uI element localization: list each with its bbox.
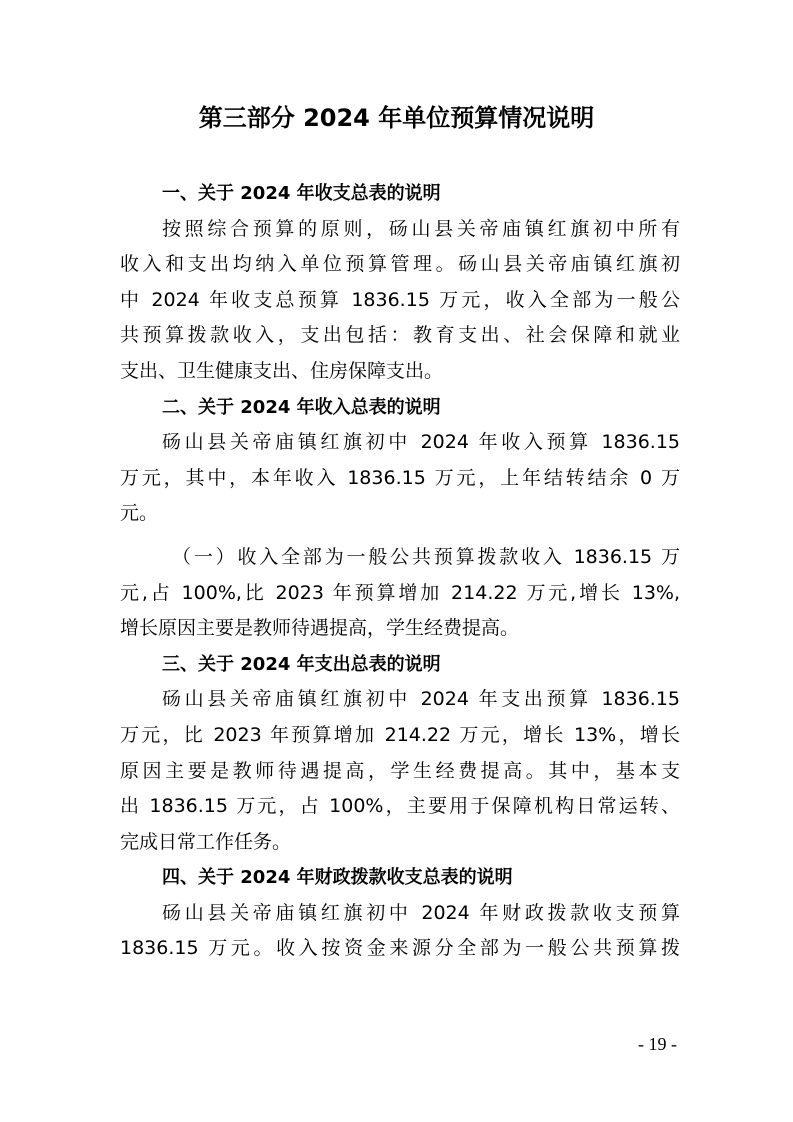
paragraph-line: 元。 <box>120 502 159 525</box>
paragraph-line: 中 2024 年收支总预算 1836.15 万元，收入全部为一般公 <box>120 288 680 311</box>
paragraph-line: 完成日常工作任务。 <box>120 830 292 853</box>
paragraph-line: 砀山县关帝庙镇红旗初中 2024 年收入预算 1836.15 <box>162 431 680 454</box>
page-title: 第三部分 2024 年单位预算情况说明 <box>198 104 595 132</box>
paragraph-spacer <box>120 532 680 540</box>
page-number: - 19 - <box>638 1034 677 1054</box>
paragraph-line: 1836.15 万元。收入按资金来源分全部为一般公共预算拨 <box>120 937 680 960</box>
paragraph-line: 出 1836.15 万元，占 100%，主要用于保障机构日常运转、 <box>120 795 680 818</box>
document-body <box>120 176 680 967</box>
paragraph-line: 砀山县关帝庙镇红旗初中 2024 年财政拨款收支预算 <box>162 901 680 924</box>
paragraph-line: 增长原因主要是教师待遇提高，学生经费提高。 <box>120 617 520 640</box>
paragraph-line: 砀山县关帝庙镇红旗初中 2024 年支出预算 1836.15 <box>162 688 680 711</box>
paragraph-line: 万元，比 2023 年预算增加 214.22 万元，增长 13%，增长 <box>120 723 680 746</box>
paragraph-line: 元,占 100%,比 2023 年预算增加 214.22 万元,增长 13%, <box>120 581 680 604</box>
section-heading-3: 三、关于 2024 年支出总表的说明 <box>162 653 441 675</box>
paragraph-line: 原因主要是教师待遇提高，学生经费提高。其中，基本支 <box>120 759 680 782</box>
paragraph-line: 支出、卫生健康支出、住房保障支出。 <box>120 359 444 382</box>
section-heading-4: 四、关于 2024 年财政拨款收支总表的说明 <box>162 867 513 889</box>
paragraph-line: 万元，其中，本年收入 1836.15 万元，上年结转结余 0 万 <box>120 466 680 489</box>
section-heading-1: 一、关于 2024 年收支总表的说明 <box>162 183 441 204</box>
paragraph-line: 按照综合预算的原则，砀山县关帝庙镇红旗初中所有 <box>162 217 680 240</box>
paragraph-line: 共预算拨款收入，支出包括：教育支出、社会保障和就业 <box>120 324 680 347</box>
section-heading-2: 二、关于 2024 年收入总表的说明 <box>162 396 441 418</box>
paragraph-line: 收入和支出均纳入单位预算管理。砀山县关帝庙镇红旗初 <box>120 253 680 276</box>
paragraph-line: （一）收入全部为一般公共预算拨款收入 1836.15 万 <box>172 545 680 568</box>
